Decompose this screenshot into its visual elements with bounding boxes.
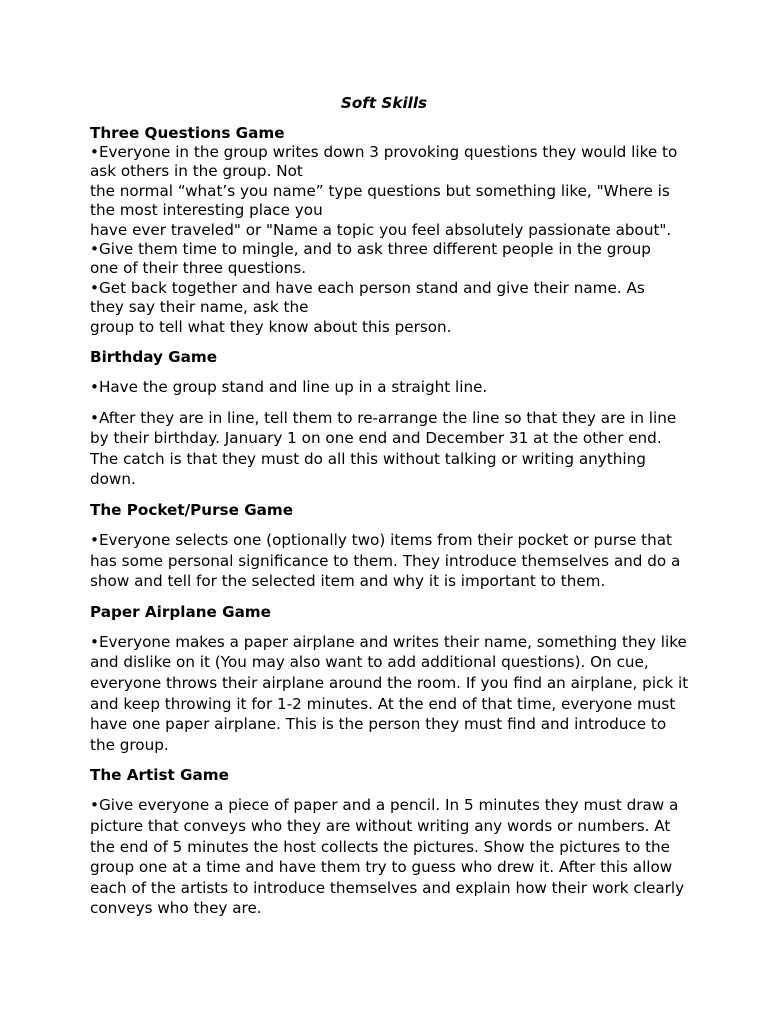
body-line: •Everyone in the group writes down 3 provoking questions they would like to [90,143,678,161]
section-heading: Birthday Game [90,348,218,367]
section-pocket-purse-game [90,500,690,592]
body-paragraph: •After they are in line, tell them to re-arrange the line so that they are in line by their birthday. January 1 on one end and December 31 at the other end. The catch is that they must do all this without talking or writing anything down. [90,408,677,489]
section-paper-airplane-game [90,602,690,756]
document-title: Soft Skills [340,94,428,112]
body-line: have ever traveled" or "Name a topic you feel absolutely passionate about". [90,220,672,239]
body-line: •Give them time to mingle, and to ask three different people in the group [90,240,651,259]
section-artist-game [90,765,690,919]
body-line: they say their name, ask the [90,298,309,317]
section-heading: Three Questions Game [90,124,285,142]
body-line: the most interesting place you [90,201,323,220]
body-line: group to tell what they know about this person. [90,317,452,336]
body-paragraph: •Everyone makes a paper airplane and writes their name, something they like and dislike on it (You may also want to add additional questions). On cue, everyone throws their airplane around the room. If you find an airplane, pick it and keep throwing it for 1-2 minutes. At the end of that time, everyone must have one paper airplane. This is the person they must find and introduce to the group. [90,632,689,754]
document-body [90,123,690,919]
body-line: ask others in the group. Not [90,162,303,181]
section-birthday-game [90,347,690,490]
body-line: the normal “what’s you name” type questions but something like, "Where is [90,181,670,200]
body-line: one of their three questions. [90,259,307,278]
section-heading: The Pocket/Purse Game [90,501,294,520]
section-three-questions-game [90,123,690,337]
section-heading: The Artist Game [90,766,229,785]
body-paragraph: •Give everyone a piece of paper and a pencil. In 5 minutes they must draw a picture that conveys who they are without writing any words or numbers. At the end of 5 minutes the host collects the pictures. Show the pictures to the group one at a time and have them try to guess who drew it. After this allow each of the artists to introduce themselves and explain how their work clearly conveys who they are. [90,796,685,918]
body-paragraph: •Have the group stand and line up in a straight line. [90,378,488,397]
body-paragraph: •Everyone selects one (optionally two) items from their pocket or purse that has some personal significance to them. They introduce themselves and do a show and tell for the selected item and why it is important to them. [90,531,681,591]
section-heading: Paper Airplane Game [90,602,271,621]
body-line: •Get back together and have each person stand and give their name. As [90,278,645,297]
